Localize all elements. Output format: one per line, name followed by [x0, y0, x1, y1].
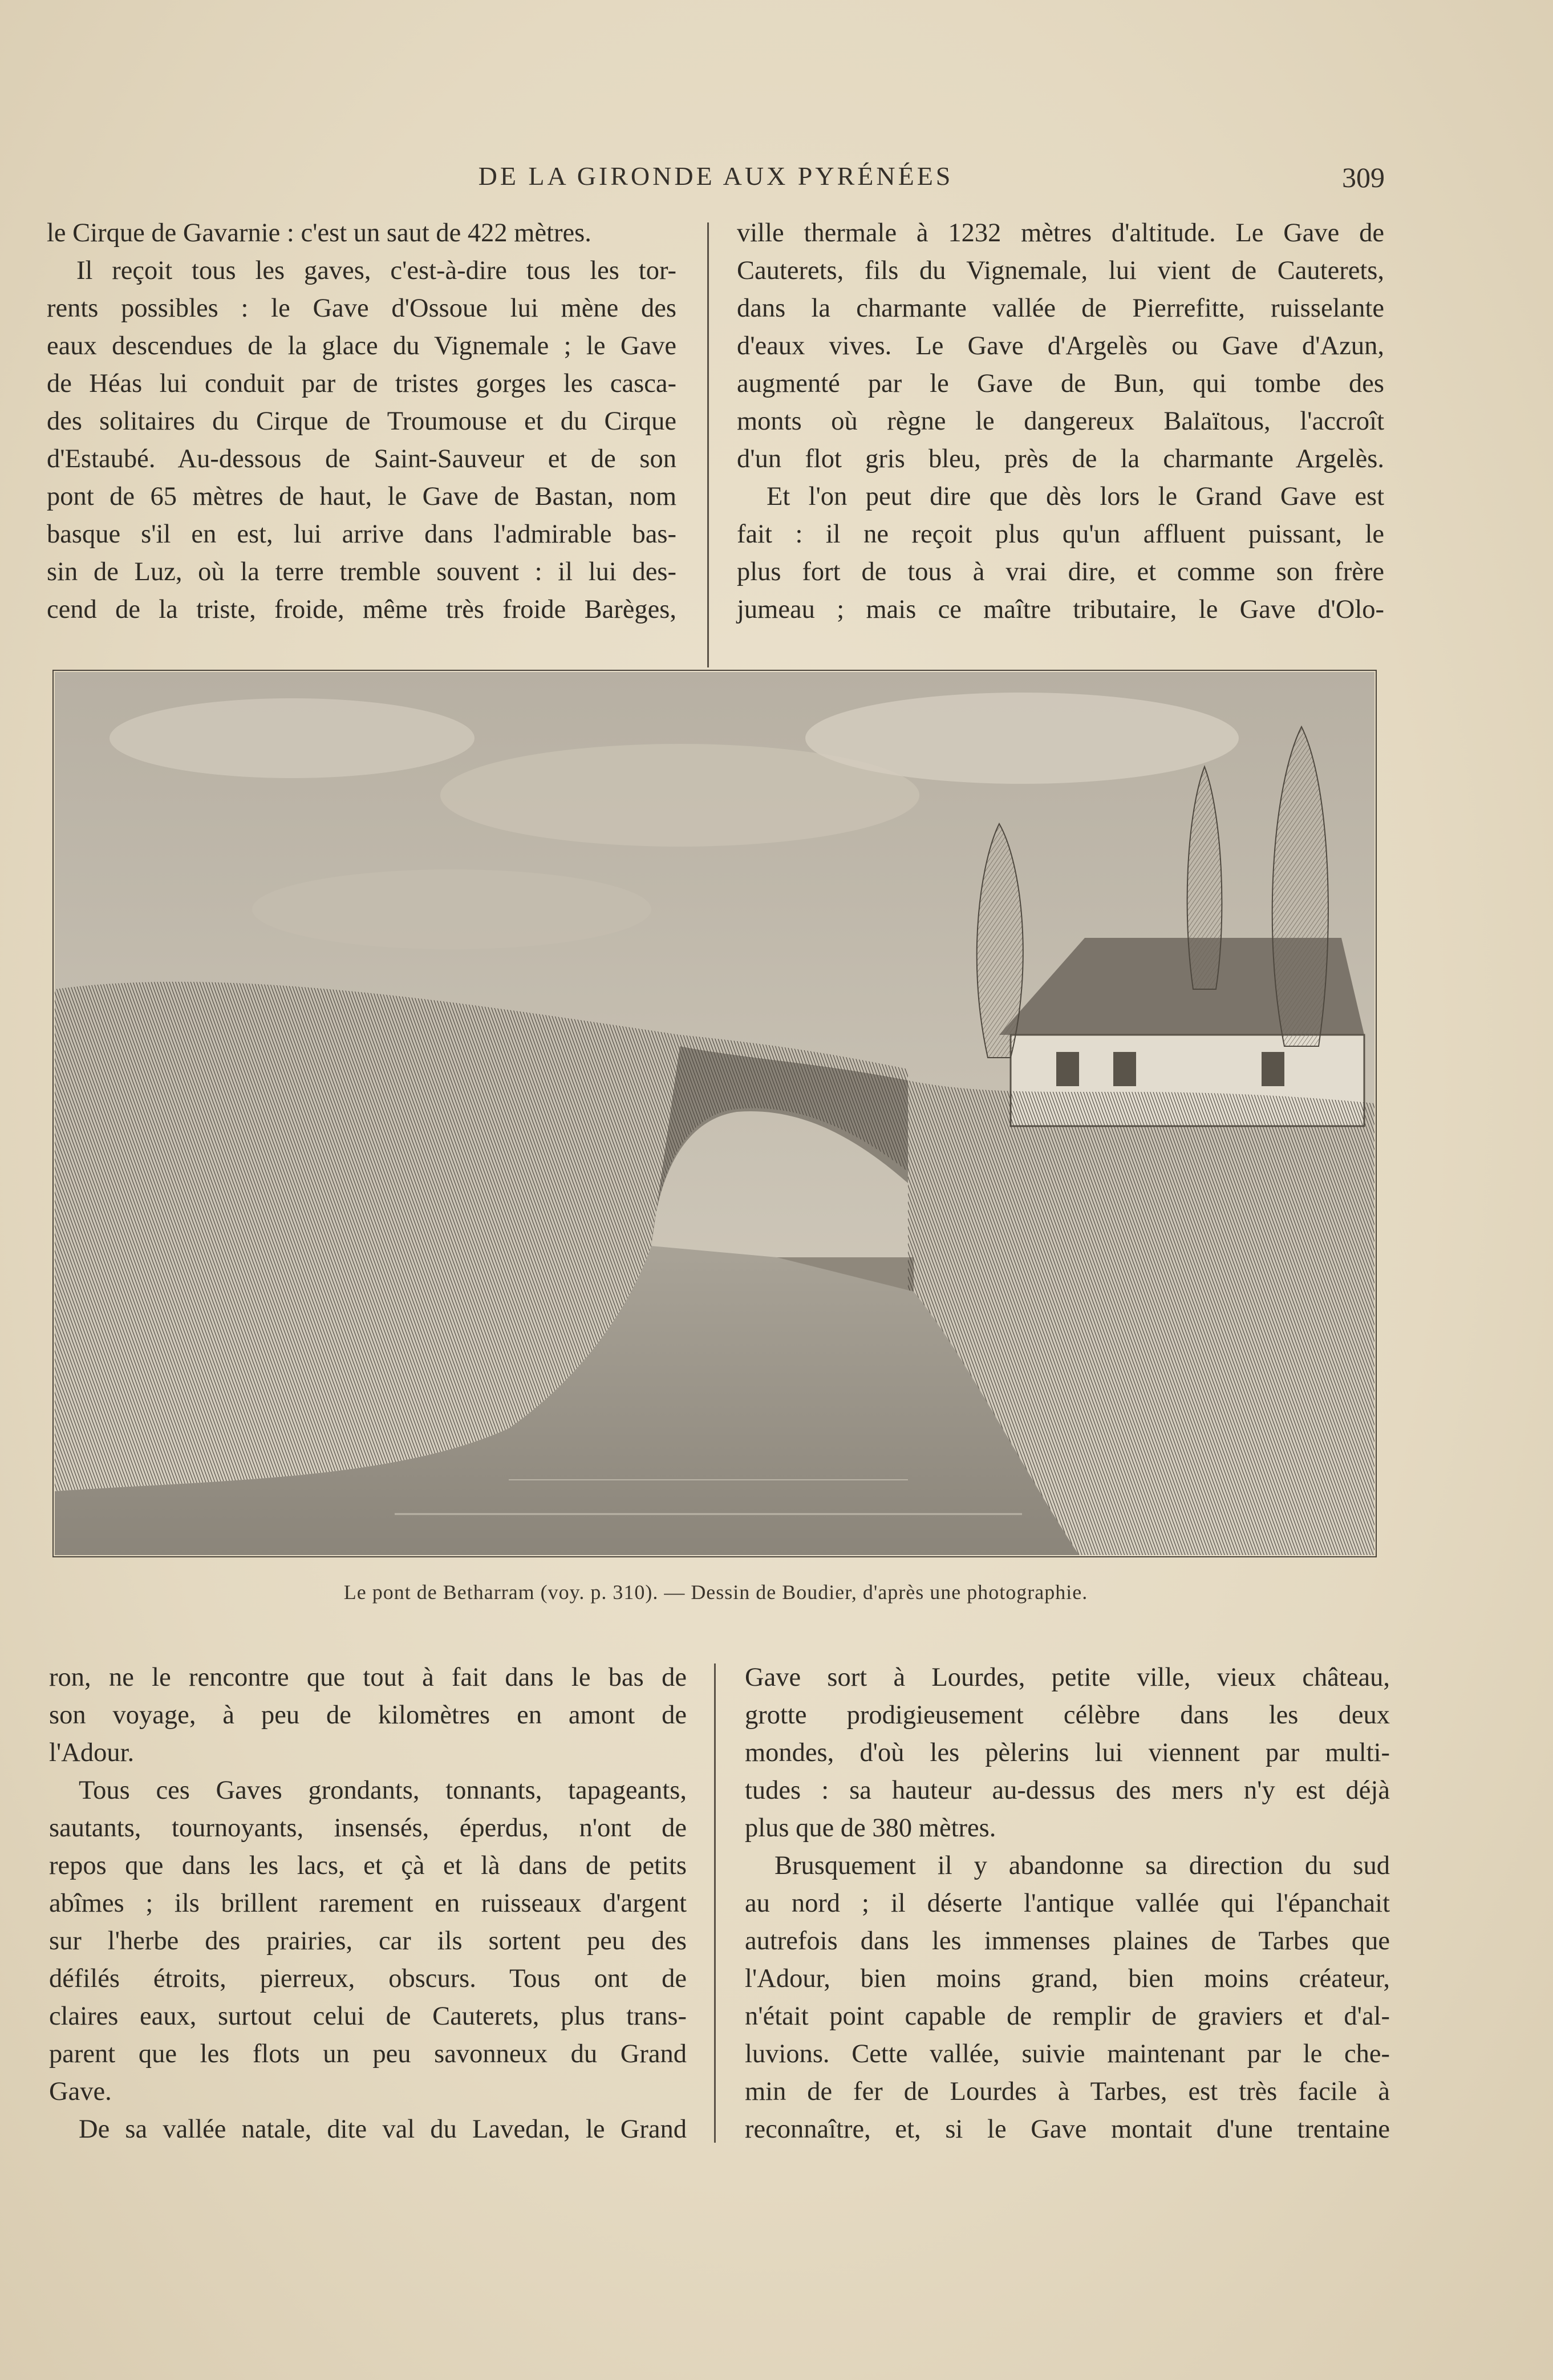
text-line: n'était point capable de remplir de graviers et d'al- — [745, 2002, 1390, 2031]
running-title: DE LA GIRONDE AUX PYRÉNÉES — [478, 161, 954, 191]
text-line: autrefois dans les immenses plaines de Tarbes que — [745, 1926, 1390, 1956]
text-line: abîmes ; ils brillent rarement en ruisseaux d'argent — [49, 1889, 687, 1918]
text-line: grotte prodigieusement célèbre dans les deux — [745, 1701, 1390, 1730]
text-line: parent que les flots un peu savonneux du Grand — [49, 2039, 687, 2069]
bridge-engraving — [52, 670, 1377, 1557]
text-line: basque s'il en est, lui arrive dans l'admirable bas- — [47, 520, 676, 549]
text-line: claires eaux, surtout celui de Cauterets, plus trans- — [49, 2002, 687, 2031]
text-line: de Héas lui conduit par de tristes gorges les casca- — [47, 369, 676, 398]
text-column-bottom-right — [745, 1659, 1390, 2148]
text-line: d'un flot gris bleu, près de la charmante Argelès. — [737, 444, 1384, 473]
text-line: sur l'herbe des prairies, car ils sortent peu des — [49, 1926, 687, 1956]
text-line: d'Estaubé. Au-dessous de Saint-Sauveur et de son — [47, 444, 676, 473]
column-divider-top — [707, 222, 709, 667]
text-line: Gave. — [49, 2077, 112, 2106]
text-line: Il reçoit tous les gaves, c'est-à-dire tous les tor- — [76, 256, 676, 285]
page-header — [47, 161, 1385, 201]
text-line: le Cirque de Gavarnie : c'est un saut de 422 mètres. — [47, 218, 591, 248]
text-line: rents possibles : le Gave d'Ossoue lui mène des — [47, 294, 676, 323]
text-line: mondes, d'où les pèlerins lui viennent par multi- — [745, 1738, 1390, 1767]
text-line: Tous ces Gaves grondants, tonnants, tapageants, — [79, 1776, 687, 1805]
text-line: dans la charmante vallée de Pierrefitte, ruisselante — [737, 294, 1384, 323]
text-line: Brusquement il y abandonne sa direction du sud — [775, 1851, 1390, 1880]
text-column-top-left — [47, 214, 676, 629]
text-line: ville thermale à 1232 mètres d'altitude. Le Gave de — [737, 218, 1384, 248]
text-line: Cauterets, fils du Vignemale, lui vient de Cauterets, — [737, 256, 1384, 285]
text-line: au nord ; il déserte l'antique vallée qui l'épanchait — [745, 1889, 1390, 1918]
text-line: min de fer de Lourdes à Tarbes, est très facile à — [745, 2077, 1390, 2106]
text-line: ron, ne le rencontre que tout à fait dans le bas de — [49, 1663, 687, 1692]
text-line: fait : il ne reçoit plus qu'un affluent puissant, le — [737, 520, 1384, 549]
text-line: son voyage, à peu de kilomètres en amont de — [49, 1701, 687, 1730]
text-line: l'Adour, bien moins grand, bien moins créateur, — [745, 1964, 1390, 1993]
column-divider-bottom — [714, 1663, 716, 2143]
text-line: des solitaires du Cirque de Troumouse et du Cirque — [47, 407, 676, 436]
figure-caption: Le pont de Betharram (voy. p. 310). — Dessin de Boudier, d'après une photographie. — [343, 1581, 1088, 1604]
text-line: luvions. Cette vallée, suivie maintenant par le che- — [745, 2039, 1390, 2069]
text-line: plus fort de tous à vrai dire, et comme son frère — [737, 557, 1384, 586]
text-line: tudes : sa hauteur au-dessus des mers n'y est déjà — [745, 1776, 1390, 1805]
text-line: reconnaître, et, si le Gave montait d'une trentaine — [745, 2115, 1390, 2144]
text-line: l'Adour. — [49, 1738, 135, 1767]
engraving-illustration — [52, 670, 1377, 1557]
text-line: monts où règne le dangereux Balaïtous, l'accroît — [737, 407, 1384, 436]
text-line: plus que de 380 mètres. — [745, 1814, 996, 1843]
text-column-top-right — [737, 214, 1384, 629]
text-line: d'eaux vives. Le Gave d'Argelès ou Gave d'Azun, — [737, 331, 1384, 361]
text-line: Et l'on peut dire que dès lors le Grand Gave est — [767, 482, 1384, 511]
text-line: augmenté par le Gave de Bun, qui tombe des — [737, 369, 1384, 398]
text-line: repos que dans les lacs, et çà et là dans de petits — [49, 1851, 687, 1880]
text-line: jumeau ; mais ce maître tributaire, le Gave d'Olo- — [737, 595, 1384, 624]
text-line: sautants, tournoyants, insensés, éperdus, n'ont de — [49, 1814, 687, 1843]
text-line: défilés étroits, pierreux, obscurs. Tous ont de — [49, 1964, 687, 1993]
text-line: Gave sort à Lourdes, petite ville, vieux château, — [745, 1663, 1390, 1692]
text-line: eaux descendues de la glace du Vignemale ; le Gave — [47, 331, 676, 361]
text-line: De sa vallée natale, dite val du Lavedan, le Grand — [79, 2115, 687, 2144]
text-line: cend de la triste, froide, même très froide Barèges, — [47, 595, 676, 624]
text-line: pont de 65 mètres de haut, le Gave de Bastan, nom — [47, 482, 676, 511]
page-number: 309 — [1342, 161, 1385, 193]
text-column-bottom-left — [49, 1659, 687, 2148]
text-line: sin de Luz, où la terre tremble souvent : il lui des- — [47, 557, 676, 586]
